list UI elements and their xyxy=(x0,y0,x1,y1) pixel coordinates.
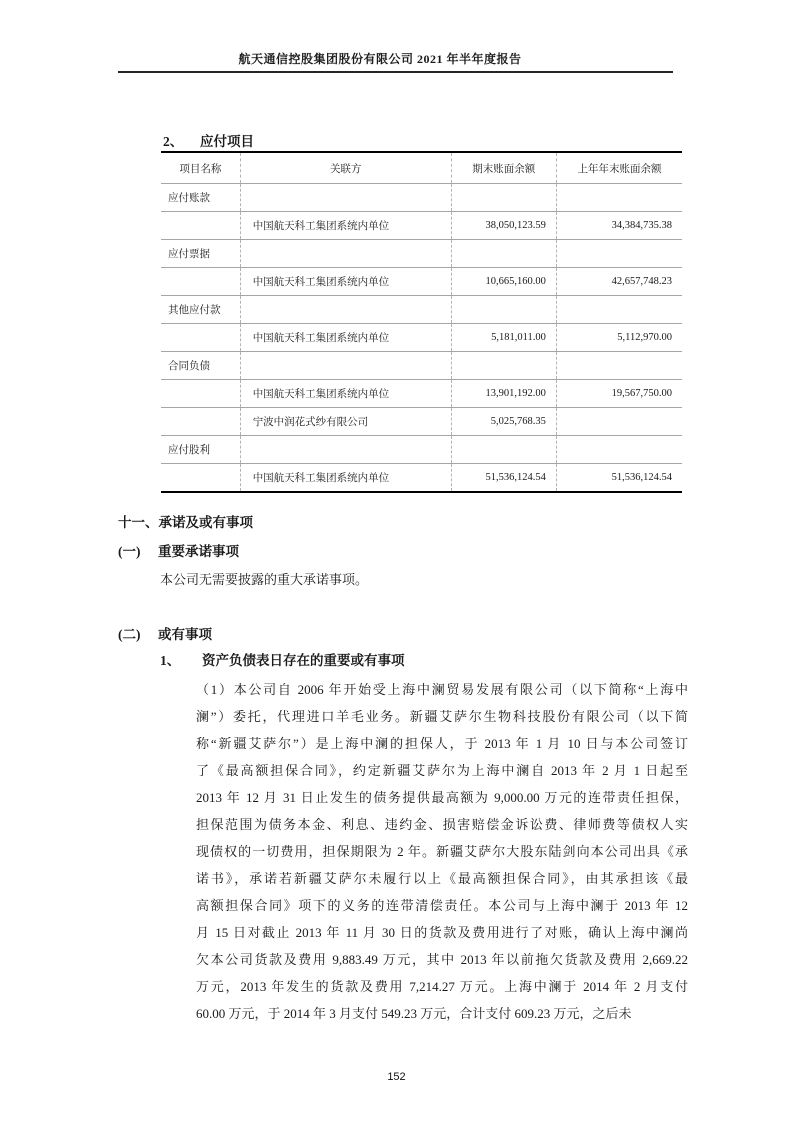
cell-party: 中国航天科工集团系统内单位 xyxy=(240,324,451,352)
contingency-paragraph xyxy=(196,676,688,1027)
cell-ending-balance xyxy=(451,184,556,212)
cell-item: 应付账款 xyxy=(161,184,240,212)
cell-item xyxy=(161,464,240,493)
table-row xyxy=(161,352,682,380)
cell-prior-year-balance xyxy=(556,240,682,268)
col-header-related-party: 关联方 xyxy=(240,152,451,184)
col-header-item-name: 项目名称 xyxy=(161,152,240,184)
cell-item xyxy=(161,380,240,408)
balance-sheet-contingencies-heading xyxy=(160,649,405,669)
table-row xyxy=(161,296,682,324)
table-header-row xyxy=(161,152,682,184)
col-header-prior-year-balance: 上年年末账面余额 xyxy=(556,152,682,184)
paragraph-line: 了《最高额担保合同》，约定新疆艾萨尔为上海中澜自 2013 年 2 月 1 日起至 xyxy=(196,763,688,778)
cell-ending-balance: 51,536,124.54 xyxy=(451,464,556,493)
cell-item: 应付股利 xyxy=(161,436,240,464)
cell-ending-balance xyxy=(451,352,556,380)
page-header-title: 航天通信控股集团股份有限公司 2021 年半年度报告 xyxy=(238,52,522,66)
cell-ending-balance: 10,665,160.00 xyxy=(451,268,556,296)
payables-section-number: 2、 xyxy=(163,134,184,149)
cell-item: 合同负债 xyxy=(161,352,240,380)
paragraph-line: 澜”）委托，代理进口羊毛业务。新疆艾萨尔生物科技股份有限公司（以下简 xyxy=(196,709,688,724)
cell-party xyxy=(240,184,451,212)
paragraph-line: 诺书》，承诺若新疆艾萨尔未履行以上《最高额担保合同》，由其承担该《最 xyxy=(196,871,688,886)
cell-prior-year-balance xyxy=(556,436,682,464)
cell-ending-balance xyxy=(451,436,556,464)
paragraph-line: （1）本公司自 2006 年开始受上海中澜贸易发展有限公司（以下简称“上海中 xyxy=(196,682,688,697)
cell-prior-year-balance: 42,657,748.23 xyxy=(556,268,682,296)
commitments-section-heading xyxy=(118,511,253,531)
header-rule xyxy=(118,71,673,73)
table-row xyxy=(161,380,682,408)
payables-section-heading xyxy=(163,130,254,150)
table-row xyxy=(161,212,682,240)
commitments-section-number: 十一、 xyxy=(118,515,159,530)
cell-item: 其他应付款 xyxy=(161,296,240,324)
paragraph-line: 万元，2013 年发生的货款及费用 7,214.27 万元。上海中澜于 2014 年 2 月支付 xyxy=(196,979,688,994)
paragraph-line: 担保范围为债务本金、利息、违约金、损害赔偿金诉讼费、律师费等债权人实 xyxy=(196,817,688,832)
cell-prior-year-balance xyxy=(556,296,682,324)
cell-ending-balance: 38,050,123.59 xyxy=(451,212,556,240)
paragraph-line: 月 15 日对截止 2013 年 11 月 30 日的货款及费用进行了对账，确认上海中澜尚 xyxy=(196,925,688,940)
cell-ending-balance: 5,181,011.00 xyxy=(451,324,556,352)
paragraph-line: 60.00 万元，于 2014 年 3 月支付 549.23 万元，合计支付 609.23 万元，之后未 xyxy=(196,1006,632,1021)
paragraph-line: 现债权的一切费用，担保期限为 2 年。新疆艾萨尔大股东陆剑向本公司出具《承 xyxy=(196,844,688,859)
cell-item xyxy=(161,408,240,436)
payables-table xyxy=(161,151,682,493)
important-commitments-title: 重要承诺事项 xyxy=(158,544,239,559)
cell-party: 宁波中润花式纱有限公司 xyxy=(240,408,451,436)
cell-item: 应付票据 xyxy=(161,240,240,268)
important-commitments-number: (一) xyxy=(118,544,141,559)
cell-ending-balance xyxy=(451,240,556,268)
important-commitments-heading xyxy=(118,540,239,560)
cell-ending-balance: 5,025,768.35 xyxy=(451,408,556,436)
cell-prior-year-balance: 5,112,970.00 xyxy=(556,324,682,352)
cell-party xyxy=(240,436,451,464)
cell-prior-year-balance xyxy=(556,184,682,212)
cell-item xyxy=(161,212,240,240)
important-commitments-body: 本公司无需要披露的重大承诺事项。 xyxy=(160,572,369,587)
cell-item xyxy=(161,268,240,296)
table-row xyxy=(161,184,682,212)
contingencies-number: (二) xyxy=(118,627,141,642)
cell-prior-year-balance: 51,536,124.54 xyxy=(556,464,682,493)
contingencies-title: 或有事项 xyxy=(158,627,212,642)
balance-sheet-contingencies-number: 1、 xyxy=(160,653,181,668)
table-row xyxy=(161,324,682,352)
paragraph-line: 2013 年 12 月 31 日止发生的债务提供最高额为 9,000.00 万元的连带责任担保， xyxy=(196,790,688,805)
cell-party xyxy=(240,352,451,380)
cell-prior-year-balance: 34,384,735.38 xyxy=(556,212,682,240)
cell-party xyxy=(240,240,451,268)
payables-section-title: 应付项目 xyxy=(200,134,254,149)
cell-prior-year-balance xyxy=(556,352,682,380)
table-row xyxy=(161,408,682,436)
page-number: 152 xyxy=(387,1071,406,1083)
table-row xyxy=(161,268,682,296)
contingencies-heading xyxy=(118,623,212,643)
paragraph-line: 欠本公司货款及费用 9,883.49 万元，其中 2013 年以前拖欠货款及费用 2,669.22 xyxy=(196,952,688,967)
balance-sheet-contingencies-title: 资产负债表日存在的重要或有事项 xyxy=(202,653,405,668)
cell-party: 中国航天科工集团系统内单位 xyxy=(240,464,451,493)
table-row xyxy=(161,436,682,464)
commitments-section-title: 承诺及或有事项 xyxy=(158,515,253,530)
cell-ending-balance xyxy=(451,296,556,324)
cell-prior-year-balance xyxy=(556,408,682,436)
paragraph-line: 称“新疆艾萨尔”）是上海中澜的担保人，于 2013 年 1 月 10 日与本公司签订 xyxy=(196,736,688,751)
table-row xyxy=(161,240,682,268)
cell-item xyxy=(161,324,240,352)
paragraph-line: 高额担保合同》项下的义务的连带清偿责任。本公司与上海中澜于 2013 年 12 xyxy=(196,898,688,913)
cell-ending-balance: 13,901,192.00 xyxy=(451,380,556,408)
cell-prior-year-balance: 19,567,750.00 xyxy=(556,380,682,408)
cell-party xyxy=(240,296,451,324)
cell-party: 中国航天科工集团系统内单位 xyxy=(240,380,451,408)
cell-party: 中国航天科工集团系统内单位 xyxy=(240,212,451,240)
cell-party: 中国航天科工集团系统内单位 xyxy=(240,268,451,296)
table-row xyxy=(161,464,682,493)
col-header-ending-balance: 期末账面余额 xyxy=(451,152,556,184)
